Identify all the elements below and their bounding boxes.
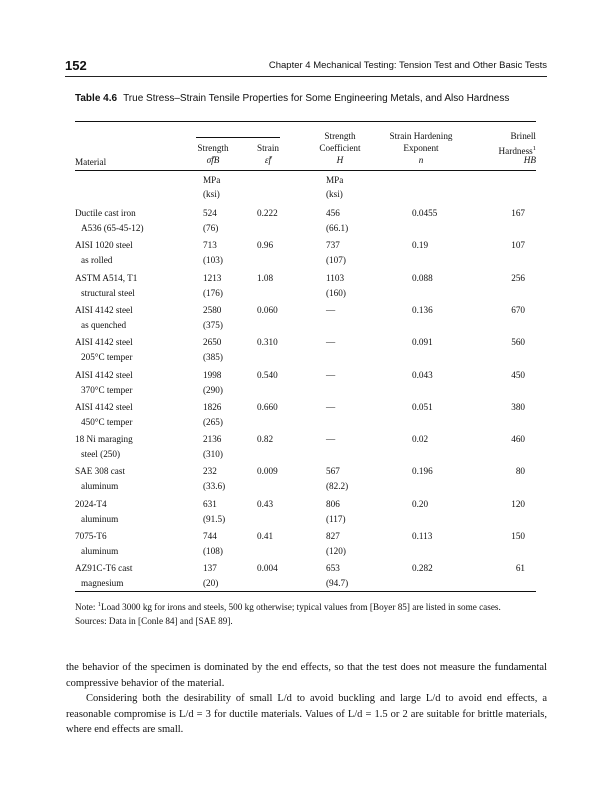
body-text [66,660,547,738]
exponent-cell [412,368,433,383]
table-row [0,464,613,496]
coefficient-cell-h1: 456 [326,208,340,218]
brinell-cell-hb: 450 [511,369,525,380]
coefficient-header-1: Strength [324,131,356,141]
strength-cell-s2: (310) [203,449,223,460]
table-notes [75,598,545,628]
brinell-cell [500,271,525,286]
strength-cell [203,303,223,333]
hardening-symbol: n [418,155,424,165]
coefficient-cell [326,432,335,447]
exponent-cell [412,497,428,512]
exponent-cell-n: 0.282 [412,563,433,574]
material-cell [75,271,137,301]
running-header [65,58,547,76]
strength-cell-s1: 524 [203,208,217,218]
exponent-cell [412,303,433,318]
coefficient-cell-h2: (66.1) [326,223,349,233]
strain-cell [257,464,278,479]
material-cell [75,561,132,591]
table-sources: Sources: Data in [Conle 84] and [SAE 89]. [75,616,233,627]
note-footnote-mark: 1 [97,601,101,608]
material-cell-mat2: aluminum [81,513,119,524]
coefficient-cell [326,303,335,318]
exponent-cell [412,206,437,221]
coefficient-cell-h2: (160) [326,287,346,298]
material-cell-mat1: SAE 308 cast [75,466,126,477]
exponent-cell-n: 0.051 [412,401,433,412]
strength-cell-s1: 713 [203,240,217,251]
brinell-cell-hb: 167 [511,208,525,218]
material-cell [75,432,133,462]
material-cell-mat2: as rolled [81,255,113,266]
coefficient-cell-h1: 567 [326,466,340,477]
material-cell-mat2: A536 (65-45-12) [81,223,144,233]
running-title: Chapter 4 Mechanical Testing: Tension Test and Other Basic Tests [268,60,547,71]
strength-unit-mpa: MPa [203,175,221,185]
strength-cell-s1: 2136 [203,434,222,445]
strength-symbol: σ̃fB [206,155,220,165]
table-row [0,271,613,303]
strain-cell-strain: 0.82 [257,434,274,445]
strength-cell [203,561,218,591]
brinell-header-1: Brinell [510,131,536,141]
strength-cell-s2: (76) [203,223,219,233]
strength-cell-s2: (265) [203,416,223,427]
table-row [0,432,613,464]
material-cell [75,464,125,494]
exponent-cell [412,464,433,479]
coefficient-cell-h1: 806 [326,498,340,509]
coefficient-cell-h1: — [326,337,336,348]
brinell-cell [500,561,525,576]
brinell-cell [500,529,525,544]
strain-cell-strain: 0.060 [257,304,278,315]
coefficient-cell-h2: (82.2) [326,481,349,492]
brinell-cell-hb: 80 [515,466,525,477]
material-cell [75,368,133,398]
coefficient-cell [326,529,346,559]
brinell-cell [500,238,525,253]
brinell-cell [500,368,525,383]
material-cell [75,238,133,268]
material-cell [75,400,133,430]
strain-cell [257,335,278,350]
true-fracture-rule [196,137,280,138]
strength-cell [203,497,225,527]
brinell-header-text: Hardness [498,146,533,157]
strain-cell-strain: 0.004 [257,563,278,574]
exponent-cell-n: 0.043 [412,369,433,380]
brinell-cell-hb: 61 [515,563,525,574]
exponent-cell [412,561,433,576]
material-cell-mat1: Ductile cast iron [75,208,136,218]
coefficient-cell-h2: (94.7) [326,578,349,589]
exponent-cell-n: 0.136 [412,304,433,315]
strain-cell [257,400,278,415]
coefficient-cell-h2: (117) [326,513,346,524]
material-cell [75,303,133,333]
strength-cell-s1: 137 [203,563,217,574]
coefficient-cell [326,271,346,301]
material-cell-mat2: structural steel [81,287,135,298]
coefficient-cell-h2: (107) [326,255,346,266]
hardening-header-1: Strain Hardening [389,131,453,141]
coefficient-cell [326,238,346,268]
strength-cell [203,271,223,301]
strain-cell-strain: 1.08 [257,272,274,283]
material-cell-mat1: AISI 1020 steel [75,240,133,251]
exponent-cell-n: 0.19 [412,240,429,251]
brinell-cell-hb: 150 [511,531,525,541]
brinell-cell-hb: 460 [511,434,525,445]
strength-header: Strength [197,143,229,153]
strain-cell [257,497,273,512]
material-cell [75,529,118,559]
strength-cell [203,400,223,430]
coefficient-cell [326,368,335,383]
coefficient-cell-h1: — [326,401,336,412]
material-cell-mat1: 2024-T4 [75,498,107,509]
strength-cell [203,368,223,398]
material-cell-mat1: 18 Ni maraging [75,434,133,445]
table-label: Table 4.6 [75,93,118,104]
exponent-cell-n: 0.02 [412,434,429,445]
strain-cell [257,432,273,447]
coefficient-cell-h1: 653 [326,563,340,574]
material-cell [75,206,144,236]
exponent-cell-n: 0.20 [412,498,429,509]
brinell-footnote-mark: 1 [532,145,536,152]
coefficient-cell [326,335,335,350]
exponent-cell-n: 0.091 [412,337,433,348]
material-cell-mat2: 370°C temper [81,384,133,395]
material-cell-mat1: AISI 4142 steel [75,369,133,380]
coefficient-symbol: H [336,155,344,165]
table-row [0,335,613,367]
strain-symbol: ε̃f [264,155,272,165]
material-cell-mat1: AISI 4142 steel [75,337,133,348]
strain-cell-strain: 0.009 [257,466,278,477]
material-cell-mat2: 205°C temper [81,352,133,363]
exponent-cell-n: 0.088 [412,272,433,283]
brinell-symbol: HB [523,155,536,165]
material-cell-mat1: ASTM A514, T1 [75,272,138,283]
exponent-cell-n: 0.0455 [412,208,438,218]
strain-header: Strain [257,143,279,153]
strength-cell-s2: (33.6) [203,481,226,492]
strain-cell-strain: 0.660 [257,401,278,412]
strain-cell [257,529,273,544]
material-cell [75,497,118,527]
material-cell [75,335,133,365]
material-header: Material [75,157,107,167]
brinell-cell-hb: 670 [511,304,525,315]
brinell-cell-hb: 560 [511,337,525,348]
strength-cell [203,529,223,559]
brinell-cell [500,432,525,447]
paragraph-2: Considering both the desirability of small L/d to avoid buckling and large L/d to avoid end effects, a reasonable compromise is L/d = 3 for ductile materials. Values of L/d = 1.5 or 2 are suitable for brittle materials, where end effects are small. [66,693,547,735]
material-cell-mat2: as quenched [81,319,127,330]
exponent-cell-n: 0.113 [412,531,433,541]
strength-cell-s1: 2580 [203,304,222,315]
note-text: Load 3000 kg for irons and steels, 500 kg otherwise; typical values from [Boyer 85] are listed in some cases. [100,602,501,613]
paragraph-1: the behavior of the specimen is dominated by the end effects, so that the test does not measure the fundamental compressive behavior of the material. [66,662,547,689]
material-cell-mat2: aluminum [81,481,119,492]
coefficient-unit-ksi: (ksi) [326,189,343,199]
strain-cell-strain: 0.540 [257,369,278,380]
strain-cell [257,303,278,318]
strength-cell-s2: (375) [203,319,223,330]
strength-cell-s2: (290) [203,384,223,395]
brinell-cell-hb: 256 [511,272,525,283]
strength-cell-s2: (91.5) [203,513,226,524]
strain-cell-strain: 0.41 [257,531,274,541]
coefficient-cell-h1: — [326,304,336,315]
strength-cell-s2: (108) [203,546,223,556]
note-label: Note: [75,602,96,613]
coefficient-unit-mpa: MPa [326,175,344,185]
strength-cell [203,206,218,236]
brinell-cell [500,464,525,479]
strain-cell [257,561,278,576]
strength-cell-s1: 1998 [203,369,222,380]
brinell-cell [500,335,525,350]
material-cell-mat1: AISI 4142 steel [75,304,133,315]
strength-cell-s1: 631 [203,498,217,509]
exponent-cell [412,238,428,253]
exponent-cell [412,271,433,286]
exponent-cell [412,400,433,415]
header-rule [65,76,547,77]
strength-cell [203,432,223,462]
strain-cell [257,368,278,383]
coefficient-cell [326,561,348,591]
exponent-cell [412,529,432,544]
header-bottom-rule [75,170,536,171]
table-caption [75,92,535,105]
strain-cell-strain: 0.222 [257,208,278,218]
strength-cell-s2: (103) [203,255,223,266]
brinell-cell [500,206,525,221]
material-cell-mat1: AISI 4142 steel [75,401,133,412]
coefficient-cell [326,206,348,236]
material-cell-mat2: 450°C temper [81,416,133,427]
strength-cell-s2: (20) [203,578,219,589]
strength-cell-s2: (176) [203,287,223,298]
coefficient-cell-h2: (120) [326,546,346,556]
coefficient-header-2: Coefficient [319,143,361,153]
coefficient-cell [326,400,335,415]
table-row [0,238,613,270]
table-row [0,561,613,593]
strain-cell [257,271,273,286]
material-cell-mat1: AZ91C-T6 cast [75,563,133,574]
coefficient-cell-h1: 737 [326,240,340,251]
hardening-header-2: Exponent [403,143,439,153]
material-cell-mat2: steel (250) [81,449,121,460]
table-row [0,303,613,335]
table-row [0,529,613,561]
material-cell-mat2: aluminum [81,546,119,556]
brinell-cell-hb: 120 [511,498,525,509]
strain-cell-strain: 0.43 [257,498,274,509]
table-row [0,497,613,529]
exponent-cell-n: 0.196 [412,466,433,477]
strain-cell [257,206,278,221]
strain-cell-strain: 0.96 [257,240,274,251]
coefficient-cell-h1: 827 [326,531,340,541]
strength-cell [203,238,223,268]
strength-cell-s1: 1826 [203,401,222,412]
strain-cell-strain: 0.310 [257,337,278,348]
strength-cell-s1: 1213 [203,272,222,283]
exponent-cell [412,335,433,350]
coefficient-cell [326,497,346,527]
strength-cell-s1: 232 [203,466,217,477]
strain-cell [257,238,273,253]
strength-cell-s2: (385) [203,352,223,363]
brinell-cell-hb: 380 [511,401,525,412]
exponent-cell [412,432,428,447]
table-row [0,368,613,400]
strength-cell-s1: 2650 [203,337,222,348]
material-cell-mat2: magnesium [81,578,124,589]
table-caption-text: True Stress–Strain Tensile Properties for Some Engineering Metals, and Also Hardness [123,93,510,104]
coefficient-cell-h1: 1103 [326,272,345,283]
strength-cell-s1: 744 [203,531,217,541]
page-number: 152 [65,58,87,73]
brinell-cell [500,497,525,512]
table-note [75,598,545,614]
coefficient-cell-h1: — [326,434,336,445]
table-top-rule [75,121,536,122]
strength-cell [203,464,225,494]
brinell-cell [500,303,525,318]
table-row [0,400,613,432]
strength-cell [203,335,223,365]
coefficient-cell [326,464,348,494]
strength-unit-ksi: (ksi) [203,189,220,199]
coefficient-cell-h1: — [326,369,336,380]
brinell-cell-hb: 107 [511,240,525,251]
material-cell-mat1: 7075-T6 [75,531,107,541]
brinell-cell [500,400,525,415]
table-row [0,206,613,238]
